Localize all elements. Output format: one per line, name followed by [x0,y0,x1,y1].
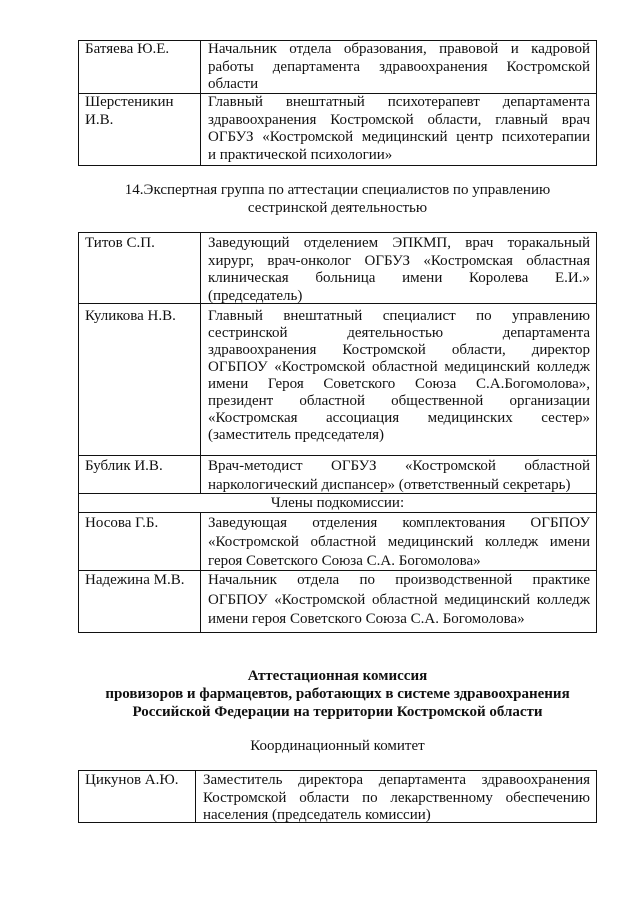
position-line: работы департамента здравоохранения Костромской [208,58,590,75]
position-line: ОГБУЗ «Костромской медицинский центр психотерапии [208,129,590,145]
table-row [79,456,596,494]
member-name: Цикунов А.Ю. [85,772,179,788]
position-line: Главный внештатный психотерапевт департамента [208,94,590,110]
position-line: здравоохранения Костромской области, главный врач [208,111,590,128]
position-line: «Костромская ассоциация медицинских сестер» [208,410,590,426]
member-position [200,513,596,570]
position-line: президент областной общественной организации [208,393,590,409]
member-name: Надежина М.В. [85,572,185,588]
coordination-committee-table [78,770,597,823]
table-row [79,513,596,571]
position-line: здравоохранения Костромской области, директор [208,342,590,358]
table-row [79,494,596,513]
member-name: Носова Г.Б. [85,515,159,531]
position-line: Врач-методист ОГБУЗ «Костромской областной [208,458,590,474]
table-row [79,41,596,94]
table-row [79,771,596,822]
members-subheading: Члены подкомиссии: [270,495,405,511]
position-line: героя Советского Союза С.А. Богомолова» [208,553,481,569]
position-line: Костромской области по лекарственному обеспечению [203,789,590,806]
commission-heading [78,667,597,721]
table-row [79,94,596,165]
coordination-committee-heading: Координационный комитет [250,738,425,754]
member-name: Батяева Ю.Е. [85,41,170,57]
position-line: области [208,76,259,92]
section-14-heading [78,181,597,217]
member-name: Шерстеникин И.В. [85,94,174,128]
table-row [79,233,596,304]
heading-line: 14.Экспертная группа по аттестации специалистов по управлению [124,182,551,198]
member-position [200,94,596,165]
member-position [200,233,596,303]
position-line: имени героя Советского Союза С.А. Богомолова» [208,611,525,627]
member-name: Титов С.П. [85,235,155,251]
position-line: Главный внештатный специалист по управлению [208,308,590,324]
position-line: ОГБПОУ «Костромской областной медицинский колледж [208,359,590,375]
member-position [200,41,596,93]
position-line: хирург, врач-онколог ОГБУЗ «Костромская областная [208,252,590,269]
position-line: Заведующая отделения комплектования ОГБПОУ [208,515,590,531]
position-line: имени Героя Советского Союза С.А.Богомолова», [208,376,590,392]
member-name: Бублик И.В. [85,458,163,474]
position-line: Начальник отдела образования, правовой и кадровой [208,41,590,57]
position-line: населения (председатель комиссии) [203,807,431,823]
position-line: наркологический диспансер» (ответственный секретарь) [208,477,571,493]
member-position [195,771,596,822]
position-line: клиническая больница имени Королева Е.И.» [208,270,590,287]
heading-line: сестринской деятельностью [247,200,428,216]
member-position [200,571,596,632]
expert-group-table [78,232,597,633]
position-line: Заместитель директора департамента здравоохранения [203,772,590,788]
table-row [79,304,596,456]
position-line: (заместитель председателя) [208,427,385,443]
heading-line: Аттестационная комиссия [247,668,428,684]
position-line: «Костромской областной медицинский колледж имени [208,534,590,550]
position-line: ОГБПОУ «Костромской областной медицинский колледж [208,591,590,608]
position-line: Заведующий отделением ЭПКМП, врач торакальный [208,235,590,251]
member-name: Куликова Н.В. [85,308,176,324]
heading-line: провизоров и фармацевтов, работающих в системе здравоохранения [105,686,570,702]
heading-line: Российской Федерации на территории Костромской области [132,704,543,720]
position-line: (председатель) [208,288,303,305]
staff-table-top [78,40,597,166]
position-line: Начальник отдела по производственной практике [208,572,590,588]
position-line: сестринской деятельностью департамента [208,325,590,341]
member-position [200,456,596,493]
position-line: и практической психологии» [208,146,393,163]
member-position [200,304,596,455]
table-row [79,571,596,632]
